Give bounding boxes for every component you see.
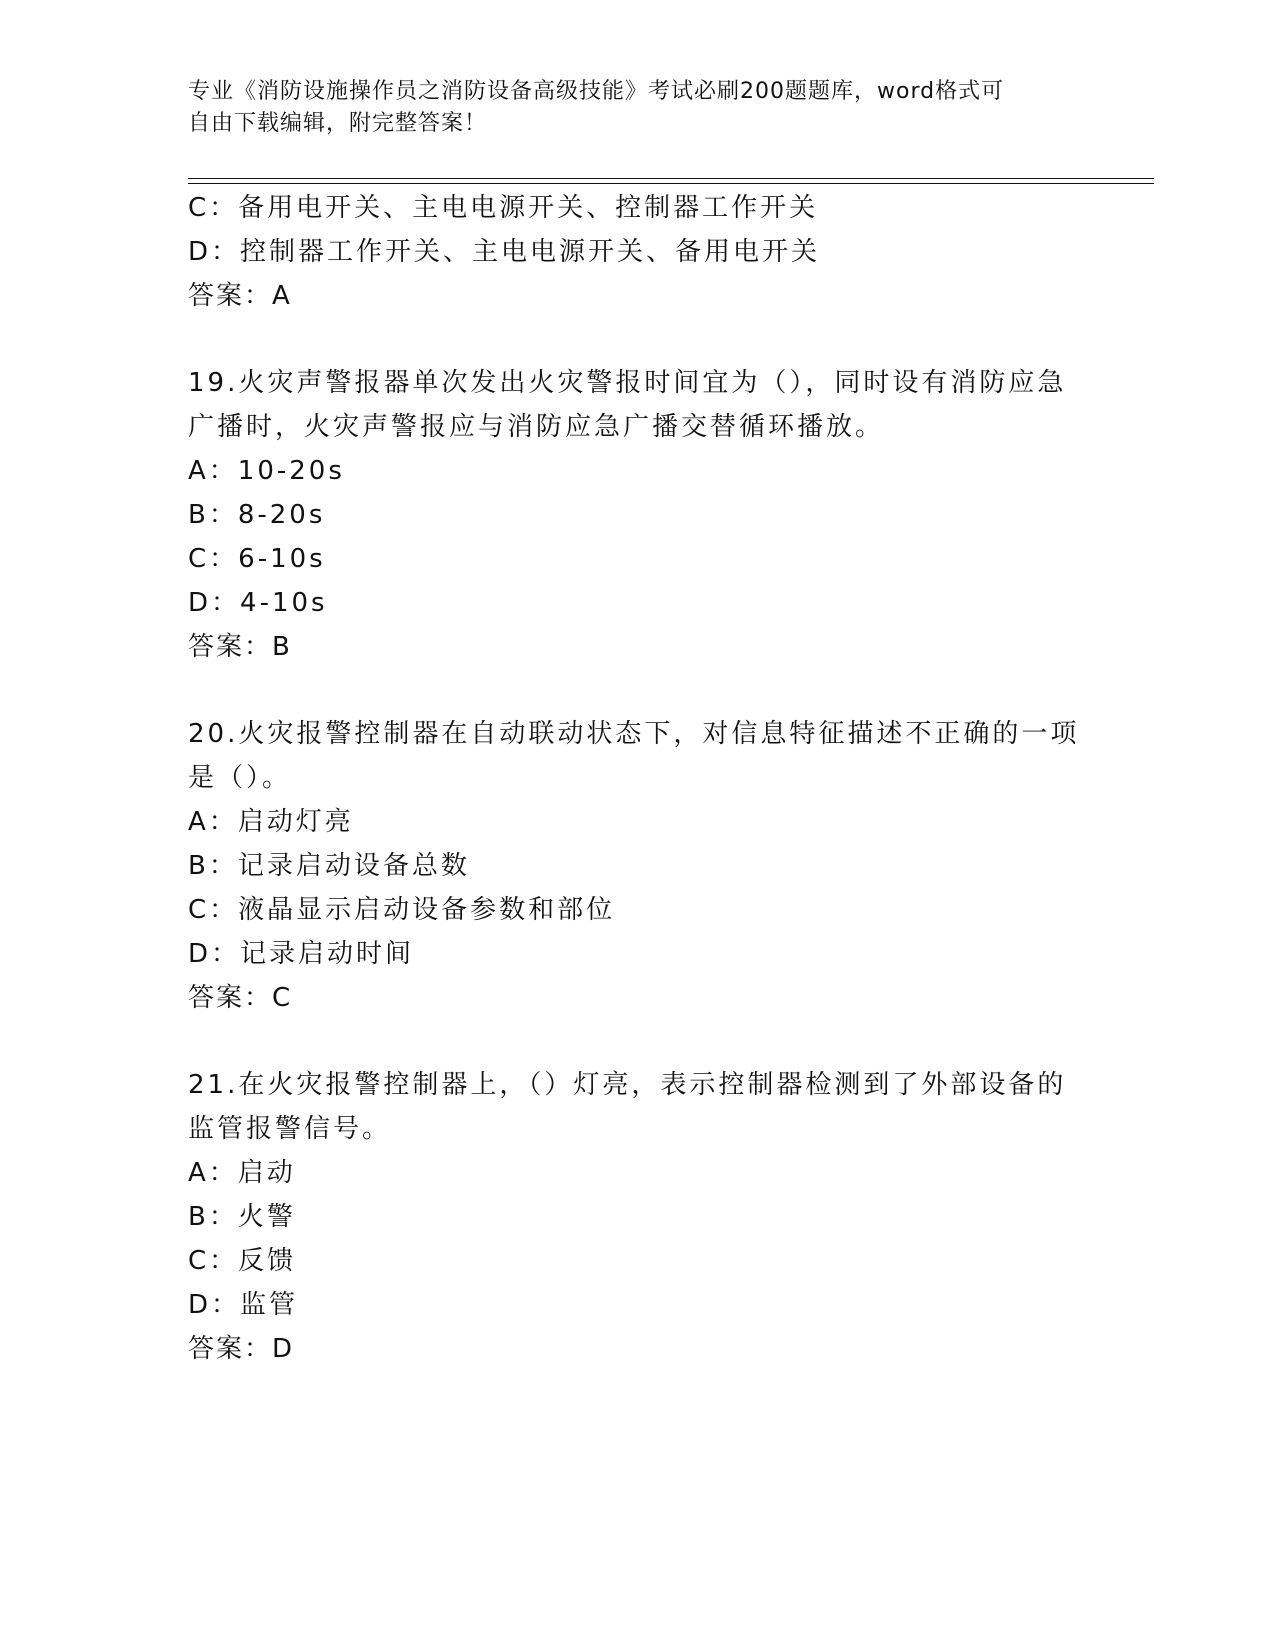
question-19-option-b: B：8-20s [188,500,326,530]
question-21-option-b: B：火警 [188,1202,296,1232]
question-21-option-c: C：反馈 [188,1246,297,1276]
prev-question-option-c: C：备用电开关、主电电源开关、控制器工作开关 [188,193,819,223]
prev-question-answer: 答案：A [188,281,292,311]
header-divider-bottom [188,183,1154,184]
header-divider-top [188,178,1154,179]
question-20-option-c: C：液晶显示启动设备参数和部位 [188,895,616,925]
question-21-answer: 答案：D [188,1334,295,1364]
question-19-stem-line-2: 广播时，火灾声警报应与消防应急广播交替循环播放。 [188,412,885,442]
question-20-option-a: A：启动灯亮 [188,807,354,837]
question-20-option-d: D：记录启动时间 [188,939,415,969]
question-20-stem-line-1: 20.火灾报警控制器在自动联动状态下，对信息特征描述不正确的一项 [188,719,1080,749]
document-header [188,76,1088,140]
question-20-stem-line-2: 是（）。 [188,763,292,793]
question-19-answer: 答案：B [188,632,292,662]
prev-question-option-d: D：控制器工作开关、主电电源开关、备用电开关 [188,237,821,267]
question-20-answer: 答案：C [188,983,293,1013]
question-20-option-b: B：记录启动设备总数 [188,851,470,881]
question-19-option-d: D：4-10s [188,588,328,618]
question-21-stem-line-1: 21.在火灾报警控制器上，（）灯亮，表示控制器检测到了外部设备的 [188,1070,1067,1100]
question-19-option-a: A：10-20s [188,456,345,486]
question-19-option-c: C：6-10s [188,544,326,574]
question-21-option-d: D：监管 [188,1290,299,1320]
header-title-line-2: 自由下载编辑，附完整答案！ [188,111,488,136]
question-21-option-a: A：启动 [188,1158,296,1188]
question-19-stem-line-1: 19.火灾声警报器单次发出火灾警报时间宜为（），同时设有消防应急 [188,368,1067,398]
question-21-stem-line-2: 监管报警信号。 [188,1114,392,1144]
header-title-line-1: 专业《消防设施操作员之消防设备高级技能》考试必刷200题题库，word格式可 [188,79,1005,104]
